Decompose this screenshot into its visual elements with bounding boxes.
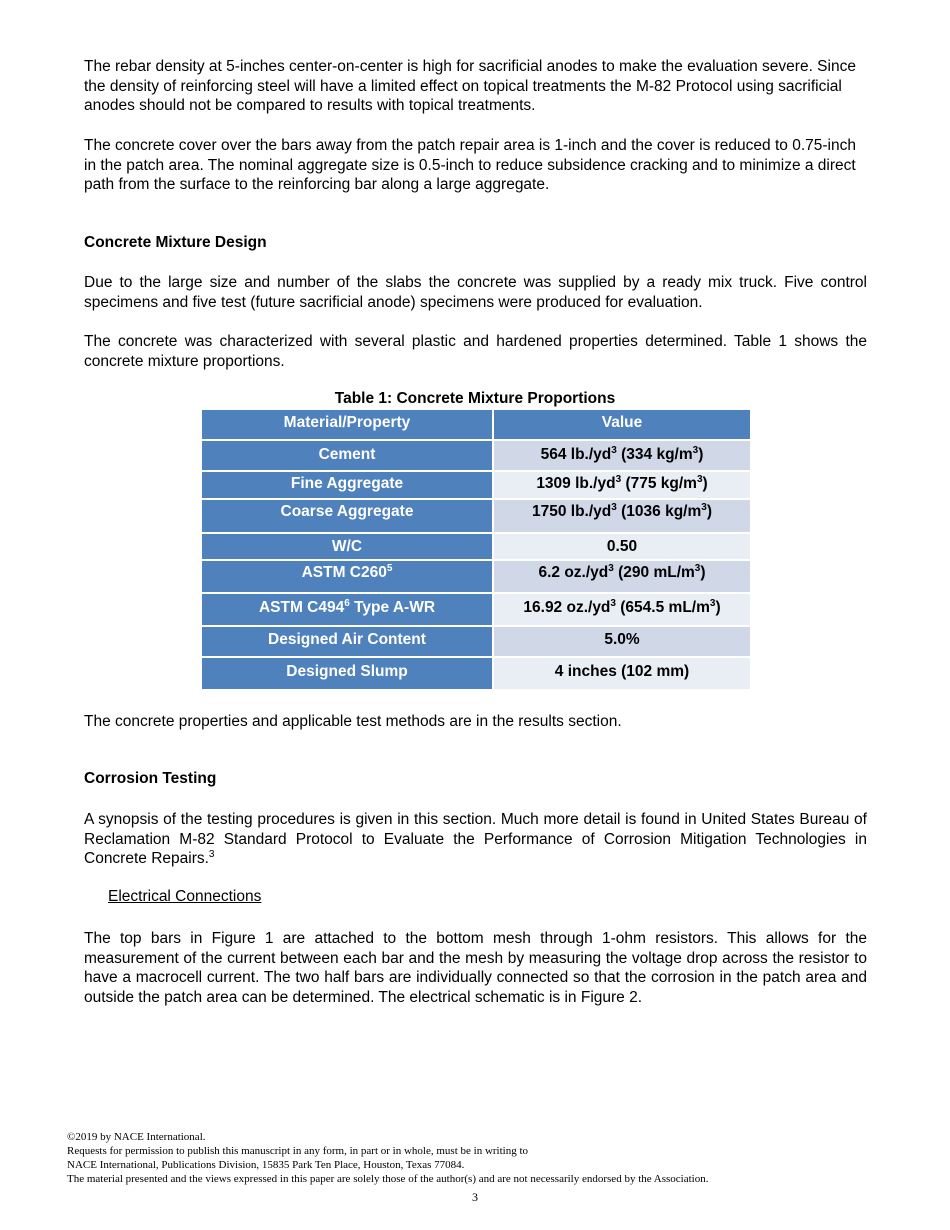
table-row xyxy=(201,440,751,471)
row-label: ASTM $C494^6$ Type A-WR xyxy=(201,593,493,626)
paragraph-rebar-density: The rebar density at 5-inches center-on-center is high for sacrificial anodes to make the evaluation severe. Since the density of reinforcing steel will have a limited effect on topical treatments the M-82 Protocol using sacrificial anodes should not be compared to results with topical treatments. xyxy=(84,58,856,115)
table-row xyxy=(201,593,751,626)
table-row xyxy=(201,471,751,499)
footer-copyright: ©2019 by NACE International. xyxy=(67,1131,206,1143)
row-value: 564 $lb./yd^3$ (334 $kg/m^3$) xyxy=(493,440,751,471)
heading-electrical-connections: Electrical Connections xyxy=(108,888,262,905)
row-value: 16.92 $oz./yd^3$ (654.5 $mL/m^3$) xyxy=(493,593,751,626)
paragraph-top-bars: The top bars in Figure 1 are attached to the bottom mesh through 1-ohm resistors. This allows for the measurement of the current between each bar and the mesh by measuring the voltage drop across the resistor to have a macrocell current. The two half bars are individually connected so that the corrosion in the patch area and outside the patch area can be determined. The electrical schematic is in Figure 2. xyxy=(84,930,867,1006)
row-value: 4 inches (102 mm) xyxy=(493,657,751,690)
footer-permission: Requests for permission to publish this manuscript in any form, in part or in whole, must be in writing to xyxy=(67,1145,529,1157)
paragraph-ready-mix: Due to the large size and number of the slabs the concrete was supplied by a ready mix truck. Five control specimens and five test (future sacrificial anode) specimens were produced for evaluation. xyxy=(84,274,867,311)
table-row xyxy=(201,626,751,657)
row-label: Designed Slump xyxy=(201,657,493,690)
table-caption: Table 1: Concrete Mixture Proportions xyxy=(334,390,616,407)
footer-disclaimer: The material presented and the views expressed in this paper are solely those of the author(s) and are not necessarily endorsed by the Association. xyxy=(67,1173,709,1185)
mixture-proportions-table xyxy=(200,408,752,691)
copyright-footer xyxy=(67,1130,708,1186)
row-value: 6.2 $oz./yd^3$ (290 $mL/m^3$) xyxy=(493,560,751,593)
table-row xyxy=(201,560,751,593)
row-label: Coarse Aggregate xyxy=(201,499,493,533)
heading-concrete-mixture-design: Concrete Mixture Design xyxy=(84,234,267,251)
row-label: Cement xyxy=(201,440,493,471)
header-material-property: Material/Property xyxy=(201,409,493,440)
footer-address: NACE International, Publications Division, 15835 Park Ten Place, Houston, Texas 77084. xyxy=(67,1159,465,1171)
paragraph-synopsis: A synopsis of the testing procedures is given in this section. Much more detail is found in United States Bureau of Reclamation M-82 Standard Protocol to Evaluate the Performance of Corrosion Mitigation Technologies in Concrete Repairs.$^3$ xyxy=(84,811,867,868)
row-value: 1750 $lb./yd^3$ (1036 $kg/m^3$) xyxy=(493,499,751,533)
table-header-row xyxy=(201,409,751,440)
table-row xyxy=(201,533,751,560)
paragraph-characterized: The concrete was characterized with several plastic and hardened properties determined. Table 1 shows the concrete mixture proportions. xyxy=(84,333,867,370)
table-row xyxy=(201,499,751,533)
row-label: Fine Aggregate xyxy=(201,471,493,499)
paragraph-concrete-cover: The concrete cover over the bars away from the patch repair area is 1-inch and the cover is reduced to 0.75-inch in the patch area. The nominal aggregate size is 0.5-inch to reduce subsidence cracking and to minimize a direct path from the surface to the reinforcing bar along a large aggregate. xyxy=(84,137,856,194)
row-value: 0.50 xyxy=(493,533,751,560)
row-label: W/C xyxy=(201,533,493,560)
heading-corrosion-testing: Corrosion Testing xyxy=(84,770,217,787)
table-row xyxy=(201,657,751,690)
row-label: ASTM $C260^5$ xyxy=(201,560,493,593)
row-label: Designed Air Content xyxy=(201,626,493,657)
row-value: 5.0% xyxy=(493,626,751,657)
paragraph-properties: The concrete properties and applicable test methods are in the results section. xyxy=(84,713,622,730)
header-value: Value xyxy=(493,409,751,440)
row-value: 1309 $lb./yd^3$ (775 $kg/m^3$) xyxy=(493,471,751,499)
page-number: 3 xyxy=(472,1190,478,1204)
